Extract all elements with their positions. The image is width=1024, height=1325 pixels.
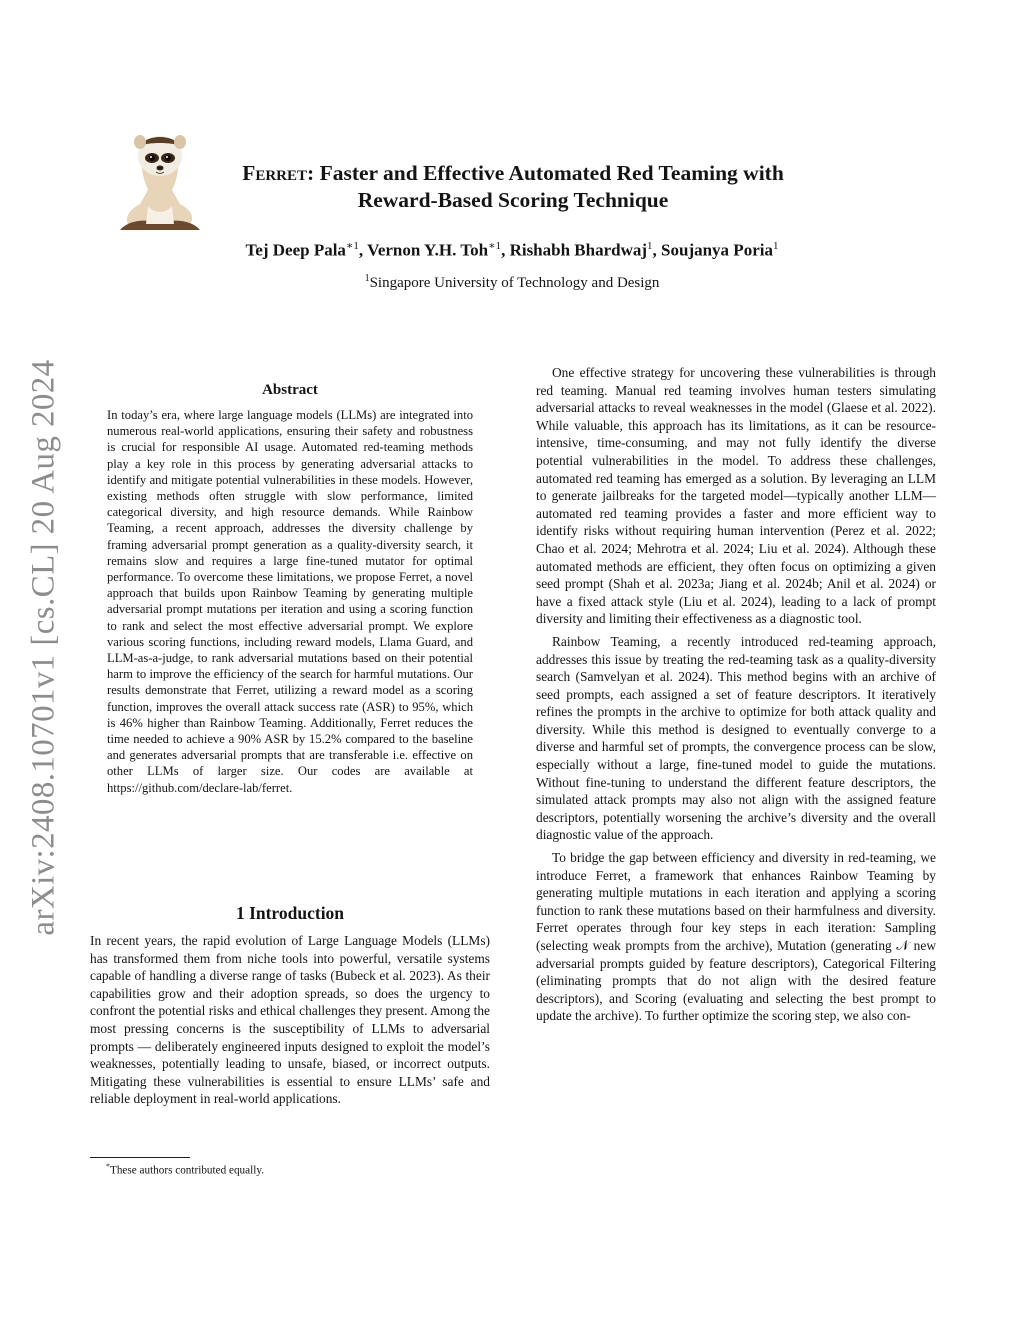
footnote-rule <box>90 1157 190 1158</box>
author-mark: 1 <box>647 240 653 252</box>
intro-paragraph-1: In recent years, the rapid evolution of Large Language Models (LLMs) has transformed them from niche tools into powerful, versatile systems capable of handling a diverse range of tasks (Bubeck et al. 2023). As their capabilities grow and their adoption spreads, so does the urgency to confront the potential risks and ethical challenges they present. Among the most pressing concerns is the susceptibility of LLMs to adversarial prompts — deliberately engineered inputs designed to exploit the model’s weaknesses, potentially leading to unsafe, biased, or incorrect outputs. Mitigating these vulnerabilities is essential to ensure LLMs’ safe and reliable deployment in real-world applications. <box>90 933 490 1107</box>
author-name: Rishabh Bhardwaj <box>509 240 648 260</box>
affiliation-text: Singapore University of Technology and Design <box>369 275 660 291</box>
intro-right-column <box>536 364 936 1025</box>
author-mark: ∗1 <box>345 240 359 252</box>
arxiv-stamp <box>20 352 68 942</box>
arxiv-id: arXiv:2408.10701v1 [cs.CL] 20 Aug 2024 <box>25 358 62 936</box>
paper-title <box>200 160 826 214</box>
author-name: Tej Deep Pala <box>245 240 346 260</box>
affiliation-mark: 1 <box>364 273 370 284</box>
title-line-1 <box>200 160 826 187</box>
author-mark: 1 <box>772 240 779 252</box>
affiliation <box>140 273 884 292</box>
intro-paragraph-2: One effective strategy for uncovering these vulnerabilities is through red teaming. Manual red teaming involves human testers simulating adversarial attacks to reveal weaknesses in the model (Glaese et al. 2022). While valuable, this approach has its limitations, as it can be resource-intensive, time-consuming, and may not fully identify the diverse potential vulnerabilities in the model. To address these challenges, automated red teaming has emerged as a solution. By leveraging an LLM to generate jailbreaks for the targeted model—typically another LLM—automated red teaming provides a faster and more efficient way to identify risks without requiring human intervention (Perez et al. 2022; Chao et al. 2024; Mehrotra et al. 2024; Liu et al. 2024). Although these automated methods are efficient, they often focus on optimizing a given seed prompt (Shah et al. 2023a; Jiang et al. 2024b; Anil et al. 2024) or have a fixed attack style (Liu et al. 2024), leading to a lack of prompt diversity and limiting their effectiveness as a diagnostic tool. <box>536 365 936 627</box>
ferret-logo-icon <box>118 120 202 232</box>
footnote-mark: * <box>106 1162 110 1171</box>
title-line-2: Reward-Based Scoring Technique <box>357 188 669 212</box>
author-name: Soujanya Poria <box>661 240 773 260</box>
abstract-heading: Abstract <box>262 382 318 398</box>
section-heading-introduction: 1 Introduction <box>235 903 345 923</box>
footnote-text: These authors contributed equally. <box>110 1164 264 1177</box>
intro-left-column <box>90 932 490 1108</box>
author-list: Tej Deep Pala$^{∗1}$, Vernon Y.H. Toh$^{∗1}$, Rishabh Bhardwaj$^1$, Soujanya Poria$^1$ <box>245 240 779 260</box>
intro-paragraph-3: Rainbow Teaming, a recently introduced red-teaming approach, addresses this issue by treating the red-teaming task as a quality-diversity search (Samvelyan et al. 2024). This method begins with an archive of seed prompts, each assigned a set of feature descriptors. It iteratively refines the prompts in the archive to optimize for both attack quality and diversity. While this method is designed to eventually converge to a diverse and harmful set of prompts, the convergence process can be slow, especially without a large, fine-tuned model to guide the mutations. Without fine-tuning to understand the different feature descriptors, the simulated attack prompts may also not align with the assigned feature descriptors, potentially worsening the archive’s diversity and the overall diagnostic value of the approach. <box>536 633 936 843</box>
author-name: Vernon Y.H. Toh <box>367 240 489 260</box>
author-mark: ∗1 <box>488 240 502 252</box>
title-line-1-rest: : Faster and Effective Automated Red Teaming with <box>307 161 784 185</box>
title-name: Ferret <box>242 161 308 185</box>
footnote <box>90 1162 490 1177</box>
abstract-text: In today’s era, where large language models (LLMs) are integrated into numerous real-world applications, ensuring their safety and robustness is crucial for responsible AI usage. Automated red-teaming methods play a key role in this process by generating adversarial attacks to identify and mitigate potential vulnerabilities in these models. However, existing methods often struggle with slow performance, limited categorical diversity, and high resource demands. While Rainbow Teaming, a recent approach, addresses the diversity challenge by framing adversarial prompt generation as a quality-diversity search, it remains slow and requires a large fine-tuned mutator for optimal performance. To overcome these limitations, we propose Ferret, a novel approach that builds upon Rainbow Teaming by generating multiple adversarial prompt mutations per iteration and using a scoring function to rank and select the most effective adversarial prompt. We explore various scoring functions, including reward models, Llama Guard, and LLM-as-a-judge, to rank adversarial mutations based on their potential harm to improve the efficiency of the search for harmful mutations. Our results demonstrate that Ferret, utilizing a reward model as a scoring function, improves the overall attack success rate (ASR) to 95%, which is 46% higher than Rainbow Teaming. Additionally, Ferret reduces the time needed to achieve a 90% ASR by 15.2% compared to the baseline and generates adversarial prompts that are transferable i.e. effective on other LLMs of larger size. Our codes are available at https://github.com/declare-lab/ferret. <box>107 408 473 795</box>
intro-paragraph-4: To bridge the gap between efficiency and diversity in red-teaming, we introduce Ferret, a framework that enhances Rainbow Teaming by generating multiple mutations in each iteration and applying a scoring function to rank these mutations based on their harmfulness and diversity. Ferret operates through four key steps in each iteration: Sampling (selecting weak prompts from the archive), Mutation (generating 𝒩 new adversarial prompts guided by feature descriptors), Categorical Filtering (eliminating prompts that do not align with the desired feature descriptors), and Scoring (evaluating and selecting the best prompt to update the archive). To further optimize the scoring step, we also con- <box>536 850 936 1024</box>
abstract-body <box>107 407 473 796</box>
